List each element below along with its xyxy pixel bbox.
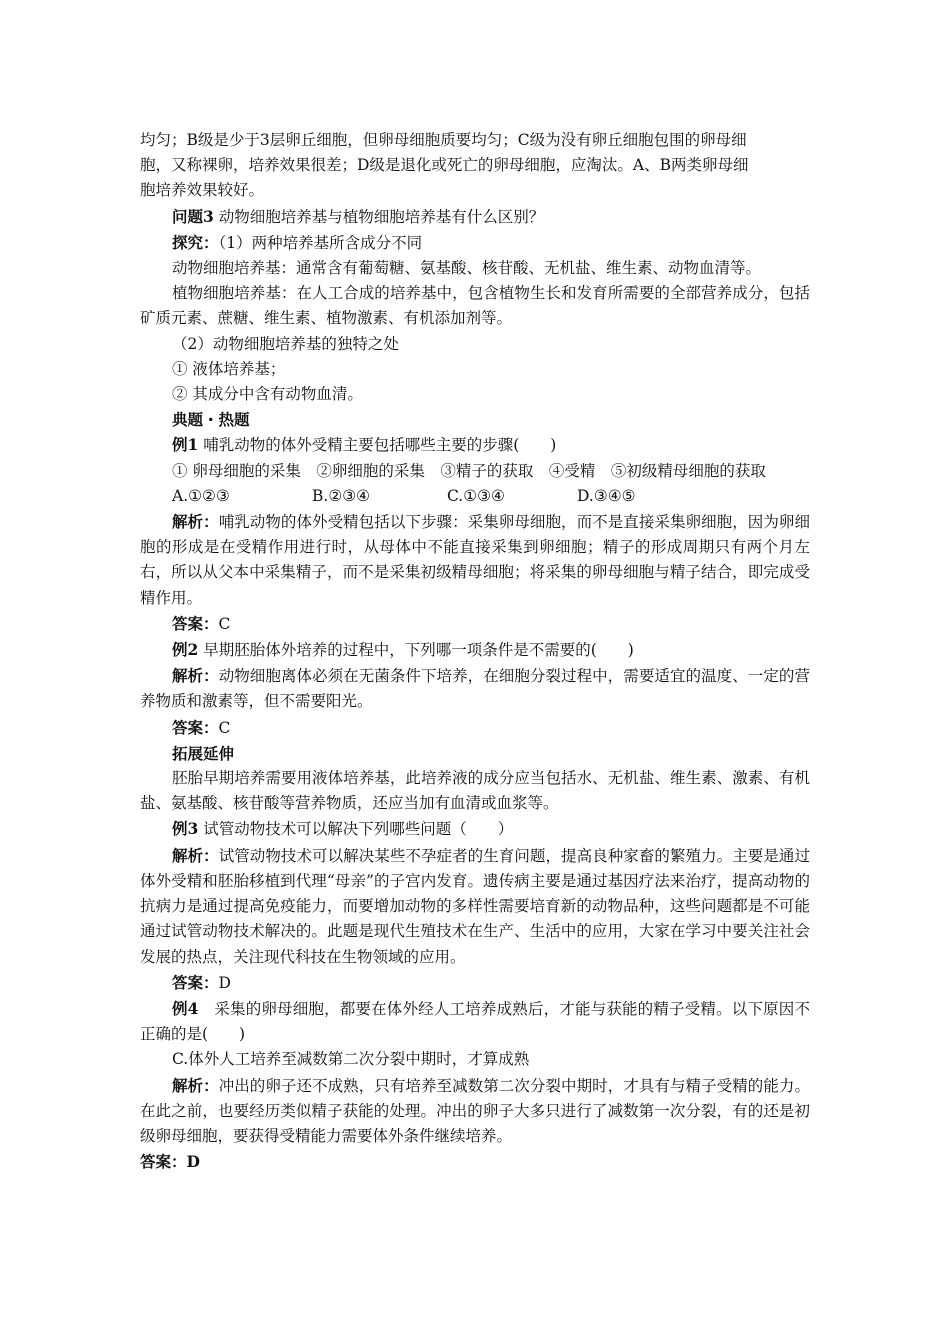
example-1-text: 哺乳动物的体外受精主要包括哪些主要的步骤( ) (198, 436, 557, 455)
example-2-question (140, 637, 810, 663)
question-3 (140, 204, 810, 230)
example-1-analysis (140, 509, 810, 611)
example-1-analysis-text: 哺乳动物的体外受精包括以下步骤：采集卵母细胞，而不是直接采集卵细胞，因为卵细胞的形成是在受精作用进行时，从母体中不能直接采集到卵细胞；精子的形成周期只有两个月左右，所以从父本中采集精子，而不是采集初级精母细胞；将采集的卵母细胞与精子结合，即完成受精作用。 (140, 513, 810, 607)
example-3-question (140, 816, 810, 842)
example-1-options: ① 卵母细胞的采集 ②卵细胞的采集 ③精子的获取 ④受精 ⑤初级精母细胞的获取 (172, 461, 766, 480)
example-4-label: 例4 (172, 998, 199, 1018)
example-2-text: 早期胚胎体外培养的过程中，下列哪一项条件是不需要的( ) (198, 641, 634, 660)
example-1-answer-value: C (218, 614, 231, 633)
choice-a: A.①②③ (172, 486, 230, 505)
section-typical-heading: 典题・热题 (172, 410, 250, 430)
explore-text: （1）两种培养基所含成分不同 (218, 233, 423, 252)
choice-d: D.③④⑤ (577, 486, 636, 505)
question-3-text: 动物细胞培养基与植物细胞培养基有什么区别？ (213, 207, 545, 226)
example-4-answer-label: 答案： (140, 1152, 187, 1172)
example-1-label: 例1 (172, 435, 199, 455)
example-1-choices (140, 484, 810, 509)
example-3-text: 试管动物技术可以解决下列哪些问题（ ） (198, 820, 514, 839)
example-1-answer-label: 答案： (172, 613, 219, 633)
example-2-analysis-label: 解析： (172, 666, 219, 686)
example-3-analysis-text: 试管动物技术可以解决某些不孕症者的生育问题，提高良种家畜的繁殖力。主要是通过体外受精和胚胎移植到代理“母亲”的子宫内发育。遗传病主要是通过基因疗法来治疗，提高动物的抗病力是通过提高免疫能力，而要增加动物的多样性需要培育新的动物品种，这些问题都是不可能通过试管动物技术解决的。此题是现代生殖技术在生产、生活中的应用，大家在学习中要关注社会发展的热点，关注现代科技在生物领域的应用。 (140, 846, 810, 966)
intro-line-1: 均匀；B级是少于3层卵丘细胞，但卵母细胞质要均匀；C级为没有卵丘细胞包围的卵母细 (140, 131, 747, 149)
example-4-analysis-label: 解析： (172, 1075, 219, 1095)
unique-item-2: ② 其成分中含有动物血清。 (172, 385, 363, 404)
intro-line-3: 胞培养效果较好。 (140, 181, 265, 200)
example-1-question (140, 432, 810, 458)
intro-line-2: 胞，又称裸卵，培养效果很差；D级是退化或死亡的卵母细胞，应淘汰。A、B两类卵母细 (140, 156, 749, 175)
example-4-option-c: C.体外人工培养至减数第二次分裂中期时，才算成熟 (172, 1050, 530, 1069)
example-3-answer-value: D (218, 973, 231, 992)
example-2-answer (140, 715, 810, 741)
example-3-answer-label: 答案： (172, 972, 219, 992)
example-1-analysis-label: 解析： (172, 512, 219, 532)
plant-medium-paragraph: 植物细胞培养基：在人工合成的培养基中，包含植物生长和发育所需要的全部营养成分，包括矿质元素、蔗糖、维生素、植物激素、有机添加剂等。 (140, 284, 810, 328)
unique-item-1: ① 液体培养基； (172, 359, 286, 378)
explore-label: 探究： (172, 232, 219, 252)
animal-medium-paragraph: 动物细胞培养基：通常含有葡萄糖、氨基酸、核苷酸、无机盐、维生素、动物血清等。 (172, 259, 762, 278)
explore-heading (140, 230, 810, 256)
example-4-answer-value: D (186, 1152, 200, 1172)
choice-b: B.②③④ (312, 486, 371, 505)
example-4-analysis-text: 冲出的卵子还不成熟，只有培养至减数第二次分裂中期时，才具有与精子受精的能力。在此之前，也要经历类似精子获能的处理。冲出的卵子大多只进行了减数第一次分裂，有的还是初级卵母细胞，要获得受精能力需要体外条件继续培养。 (140, 1076, 810, 1145)
example-2-analysis-text: 动物细胞离体必须在无菌条件下培养，在细胞分裂过程中，需要适宜的温度、一定的营养物质和激素等，但不需要阳光。 (140, 667, 810, 711)
question-3-label: 问题3 (172, 206, 214, 226)
example-4-answer (140, 1149, 810, 1175)
example-2-analysis (140, 663, 810, 714)
example-4-question (140, 996, 810, 1047)
example-2-answer-value: C (218, 718, 231, 737)
example-4-analysis (140, 1073, 810, 1150)
example-3-analysis-label: 解析： (172, 845, 219, 865)
unique-heading: （2）动物细胞培养基的独特之处 (172, 334, 399, 353)
example-1-answer (140, 611, 810, 637)
example-4-text: 采集的卵母细胞，都要在体外经人工培养成熟后，才能与获能的精子受精。以下原因不正确的是( ) (140, 999, 810, 1044)
example-2-label: 例2 (172, 640, 199, 660)
extension-paragraph: 胚胎早期培养需要用液体培养基，此培养液的成分应当包括水、无机盐、维生素、激素、有机盐、氨基酸、核苷酸等营养物质，还应当加有血清或血浆等。 (140, 769, 810, 813)
example-3-analysis (140, 843, 810, 970)
extension-heading: 拓展延伸 (172, 743, 235, 763)
example-2-answer-label: 答案： (172, 717, 219, 737)
document-body (140, 128, 810, 1175)
choice-c: C.①③④ (447, 486, 505, 505)
example-3-answer (140, 970, 810, 996)
example-3-label: 例3 (172, 819, 199, 839)
